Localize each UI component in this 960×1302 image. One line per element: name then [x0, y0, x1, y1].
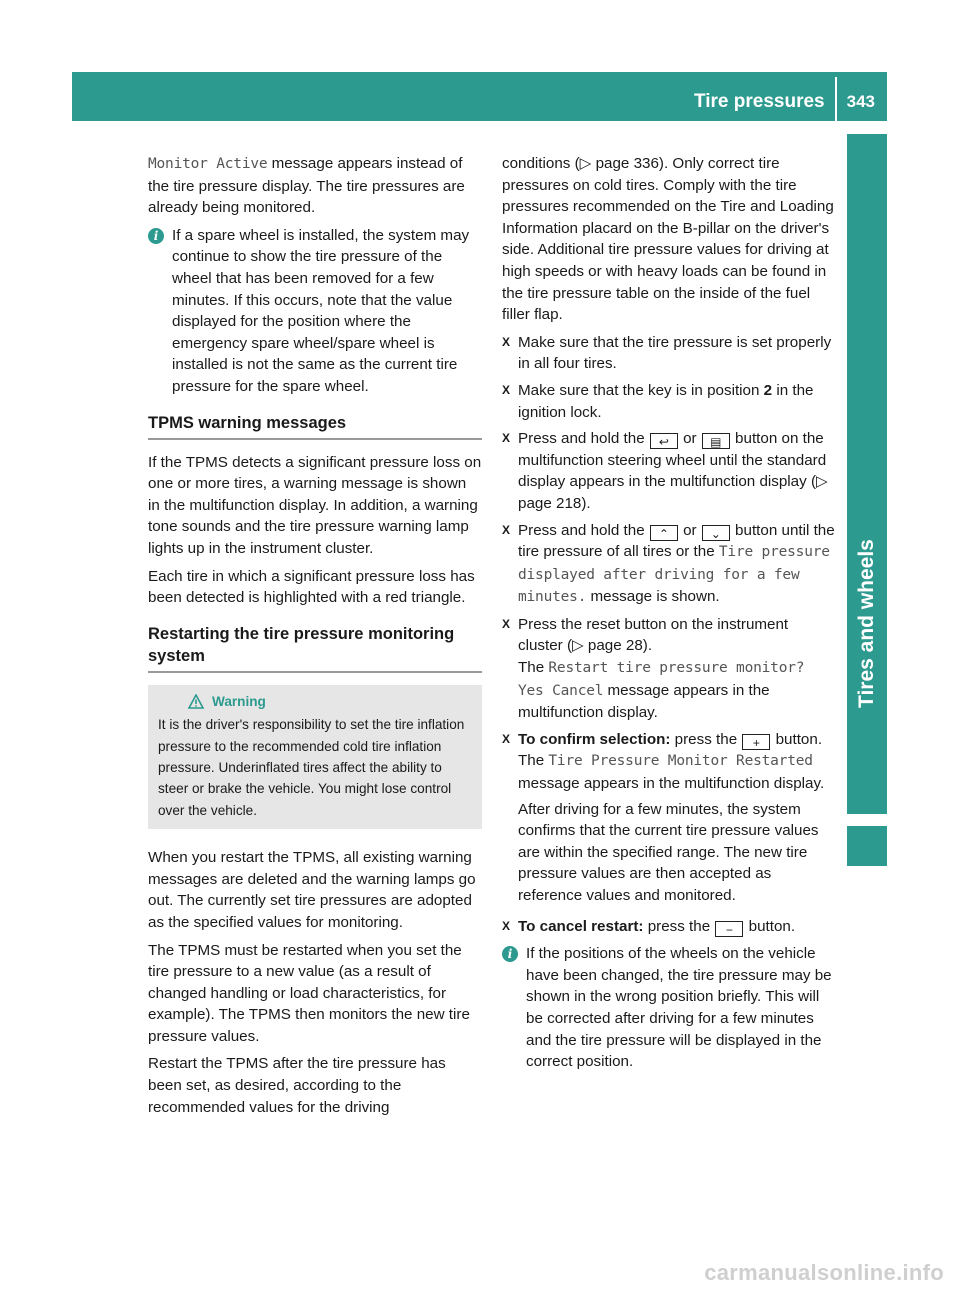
info-note	[148, 225, 482, 398]
chapter-tab	[847, 134, 887, 814]
display-message: Tire pressure displayed after driving for a few minutes.	[518, 544, 830, 606]
instruction-step: X Make sure that the tire pressure is set properly in all four tires.	[502, 332, 836, 375]
info-icon: i	[148, 228, 164, 244]
paragraph: conditions (▷ page 336). Only correct tire pressures on cold tires. Comply with the tire pressures recommended on the Tire and Loading Information placard on the B-pillar on the driver's side. Additional tire pressure values for driving at high speeds or with heavy loads can be found in the tire pressure table on the inside of the fuel filler flap.	[502, 155, 834, 324]
up-button-icon: ⌃	[650, 525, 678, 541]
minus-button-icon: −	[715, 921, 743, 937]
paragraph: When you restart the TPMS, all existing warning messages are deleted and the warning lamps go out. The currently set tire pressures are adopted as the specified values for monitoring.	[148, 849, 476, 931]
info-note	[502, 943, 836, 1073]
paragraph: Monitor Active message appears instead of the tire pressure display. The tire pressures are already being monitored.	[148, 155, 465, 217]
chapter-tab-label: Tires and wheels	[855, 539, 878, 708]
back-button-icon: ↩	[650, 433, 678, 449]
plus-button-icon: +	[742, 734, 770, 750]
section-heading: Restarting the tire pressure monitoring system	[148, 623, 482, 673]
step-marker-icon: X	[502, 382, 511, 397]
header-bar	[72, 72, 887, 121]
display-message: Restart tire pressure monitor? Yes Cancel	[518, 660, 805, 699]
step-marker-icon: X	[502, 522, 511, 537]
paragraph: The TPMS must be restarted when you set the tire pressure to a new value (as a result of changed handling or load characteristics, for example). The TPMS then monitors the new tire pressure values.	[148, 941, 470, 1045]
warning-box	[148, 685, 482, 829]
display-button-icon: ▤	[702, 433, 730, 449]
info-icon: i	[502, 946, 518, 962]
display-message: Tire Pressure Monitor Restarted	[548, 753, 813, 770]
paragraph: Restart the TPMS after the tire pressure has been set, as desired, according to the recommended values for the driving	[148, 1055, 446, 1116]
step-marker-icon: X	[502, 334, 511, 349]
info-note-text: If the positions of the wheels on the vehicle have been changed, the tire pressure may be shown in the wrong position briefly. This will be corrected after driving for a few minutes and the tire pressure will be displayed in the correct position.	[526, 945, 832, 1071]
instruction-step: X Press and hold the ⌃ or ⌄ button until the tire pressure of all tires or the Tire pressure displayed after driving for a few minutes. message is shown.	[502, 520, 836, 609]
step-marker-icon: X	[502, 616, 511, 631]
instruction-step: X Press and hold the ↩ or ▤ button on the multifunction steering wheel until the standard display appears in the multifunction display (▷ page 218).	[502, 428, 836, 514]
page-number: 343	[846, 92, 875, 111]
paragraph: If the TPMS detects a significant pressure loss on one or more tires, a warning message is shown in the multifunction display. In addition, a warning tone sounds and the tire pressure warning lamp lights up in the instrument cluster.	[148, 453, 482, 557]
instruction-step: X Press the reset button on the instrument cluster (▷ page 28). The Restart tire pressure monitor? Yes Cancel message appears in the multifunction display.	[502, 614, 836, 724]
paragraph: Each tire in which a significant pressure loss has been detected is highlighted with a red triangle.	[148, 567, 475, 607]
step-marker-icon: X	[502, 431, 511, 446]
display-message: Monitor Active	[148, 156, 268, 172]
warning-title: Warning	[212, 693, 266, 709]
right-column	[502, 153, 836, 1081]
warning-text: It is the driver's responsibility to set the tire inflation pressure to the recommended cold tire inflation pressure. Underinflated tires affect the ability to steer or brake the vehicle. You might lose control over the vehicle.	[158, 717, 465, 818]
page-section-title: Tire pressures	[694, 77, 837, 121]
left-column	[148, 153, 482, 1124]
warning-header	[188, 691, 474, 712]
step-marker-icon: X	[502, 731, 511, 746]
instruction-step: X Make sure that the key is in position 2 in the ignition lock.	[502, 380, 836, 423]
instruction-step: X To cancel restart: press the − button.	[502, 917, 796, 937]
watermark: carmanualsonline.info	[704, 1260, 944, 1285]
instruction-step: X To confirm selection: press the + button. The Tire Pressure Monitor Restarted message appears in the multifunction display. After driving for a few minutes, the system confirms that the current tire pressure values are within the specified range. The new tire pressure values are then accepted as reference values and monitored.	[502, 729, 836, 911]
step-marker-icon: X	[502, 918, 511, 933]
section-heading: TPMS warning messages	[148, 412, 482, 440]
chapter-marker	[847, 826, 887, 866]
warning-triangle-icon	[188, 694, 204, 709]
info-note-text: If a spare wheel is installed, the system may continue to show the tire pressure of the wheel that has been removed for a few minutes. If this occurs, note that the value displayed for the position where the emergency spare wheel/spare wheel is installed is not the same as the current tire pressure for the spare wheel.	[172, 226, 470, 395]
down-button-icon: ⌄	[702, 525, 730, 541]
